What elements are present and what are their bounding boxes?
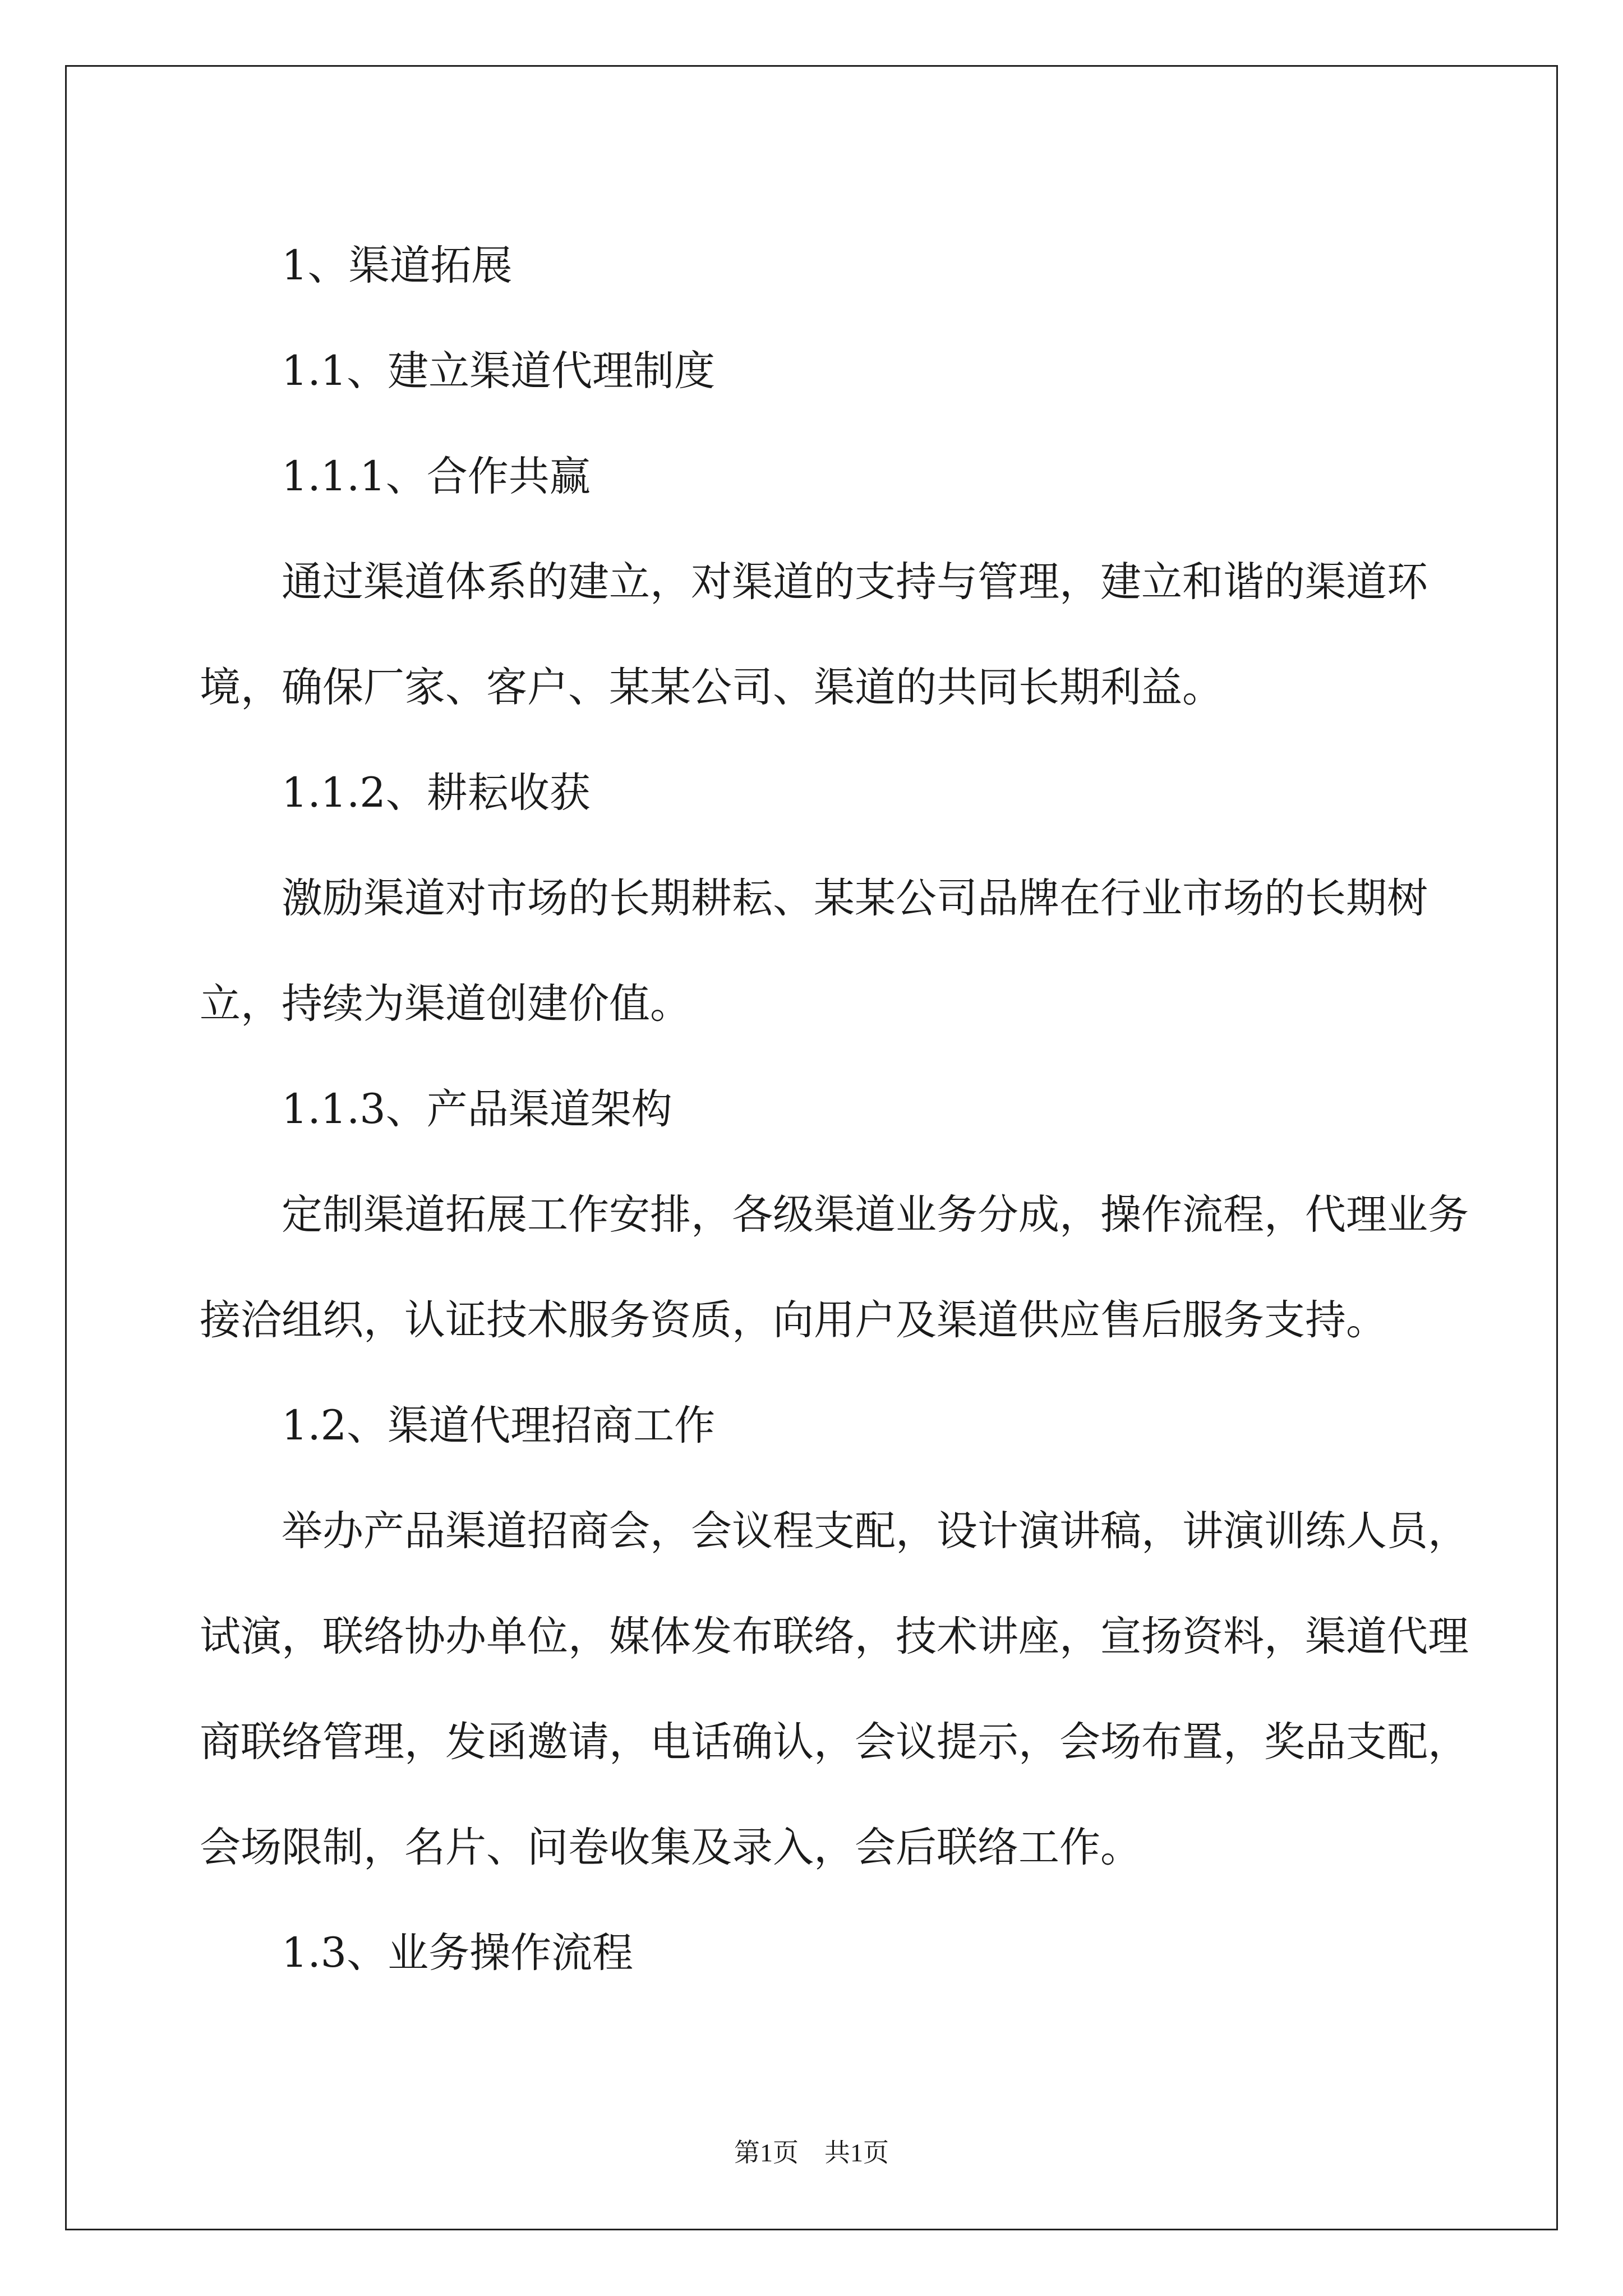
body-paragraph: 举办产品渠道招商会，会议程支配，设计演讲稿，讲演训练人员，试演，联络协办单位，媒体发布联络，技术讲座，宣扬资料，渠道代理商联络管理，发函邀请，电话确认，会议提示，会场布置，奖品支配，会场限制，名片、问卷收集及录入，会后联络工作。 (200, 1507, 1469, 1871)
body-paragraph: 激励渠道对市场的长期耕耘、某某公司品牌在行业市场的长期树立，持续为渠道创建价值。 (200, 875, 1428, 1028)
section-heading: 1.1.3、产品渠道架构 (282, 1085, 672, 1133)
section-heading: 1.3、业务操作流程 (282, 1929, 634, 1977)
page-number-footer: 第1页 共1页 (734, 2138, 889, 2167)
section-heading: 1.2、渠道代理招商工作 (282, 1402, 716, 1450)
body-paragraph: 通过渠道体系的建立，对渠道的支持与管理，建立和谐的渠道环境，确保厂家、客户、某某公司、渠道的共同长期利益。 (200, 558, 1428, 711)
section-heading: 1.1.2、耕耘收获 (282, 769, 591, 817)
section-heading: 1.1.1、合作共赢 (282, 453, 591, 500)
document-body (200, 213, 1479, 2006)
body-paragraph: 定制渠道拓展工作安排，各级渠道业务分成，操作流程，代理业务接洽组织，认证技术服务资质，向用户及渠道供应售后服务支持。 (200, 1191, 1469, 1344)
section-heading: 1、渠道拓展 (282, 242, 513, 289)
section-heading: 1.1、建立渠道代理制度 (282, 347, 716, 395)
